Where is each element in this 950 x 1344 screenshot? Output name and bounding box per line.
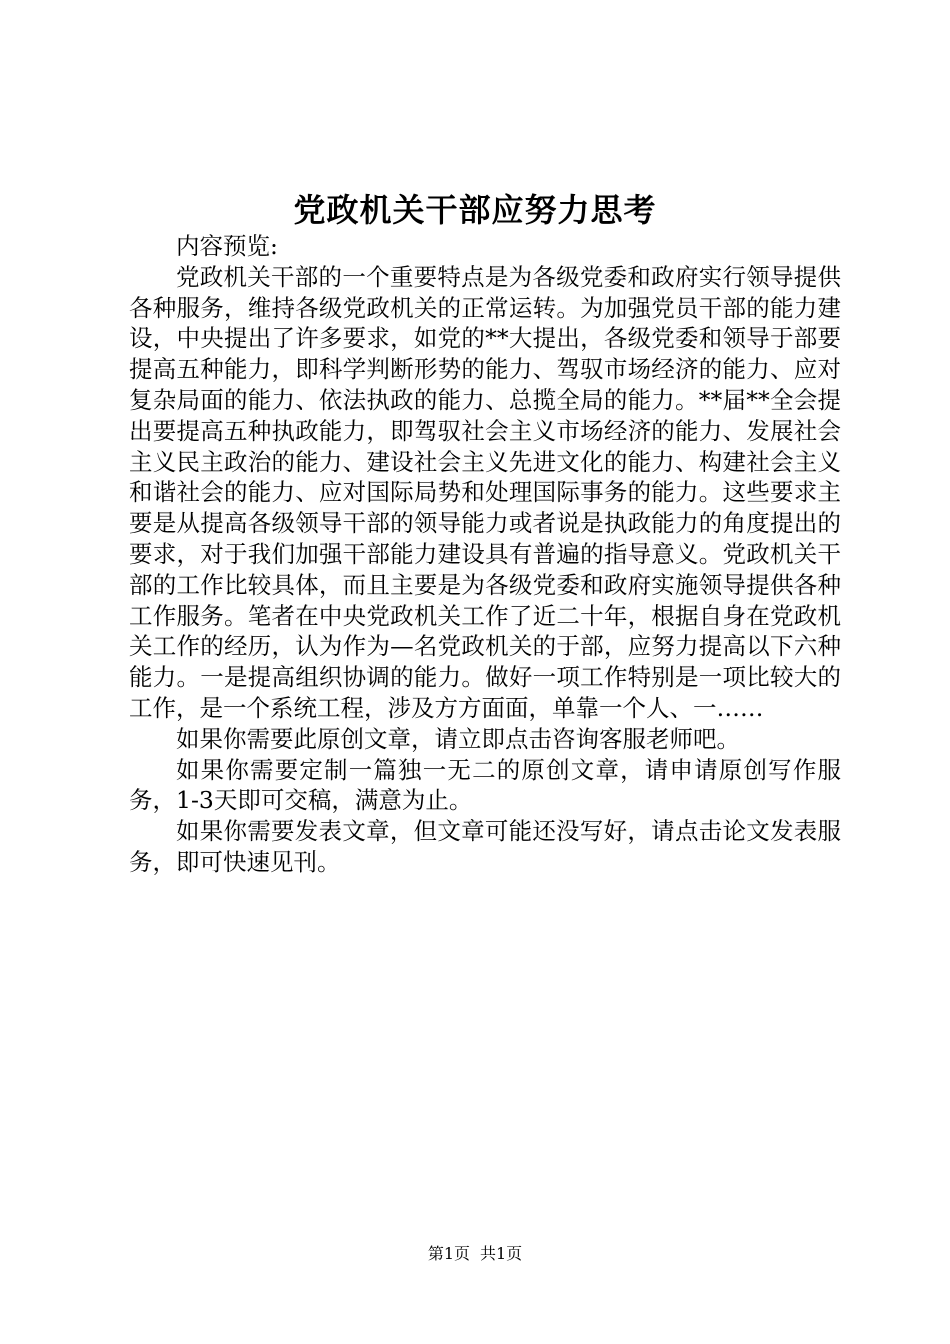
document-body	[129, 231, 841, 878]
publication-paragraph[interactable]: 如果你需要发表文章，但文章可能还没写好，请点击论文发表服务，即可快速见刊。	[129, 817, 841, 876]
consult-paragraph[interactable]: 如果你需要此原创文章，请立即点击咨询客服老师吧。	[176, 724, 740, 753]
custom-writing-paragraph[interactable]: 如果你需要定制一篇独一无二的原创文章，请申请原创写作服务，1-3天即可交稿，满意为止。	[129, 755, 841, 815]
document-title: 党政机关干部应努力思考	[293, 191, 657, 229]
page-number-total: 共1页	[480, 1244, 523, 1263]
body-paragraph-main: 党政机关干部的一个重要特点是为各级党委和政府实行领导提供各种服务，维持各级党政机关的正常运转。为加强党员干部的能力建设，中央提出了许多要求，如党的**大提出，各级党委和领导于部要提高五种能力，即科学判断形势的能力、驾驭市场经济的能力、应对复杂局面的能力、依法执政的能力、总揽全局的能力。**届**全会提出要提高五种执政能力，即驾驭社会主义市场经济的能力、发展社会主义民主政治的能力、建设社会主义先进文化的能力、构建社会主义和谐社会的能力、应对国际局势和处理国际事务的能力。这些要求主要是从提高各级领导干部的领导能力或者说是执政能力的角度提出的要求，对于我们加强干部能力建设具有普遍的指导意义。党政机关干部的工作比较具体，而且主要是为各级党委和政府实施领导提供各种工作服务。笔者在中央党政机关工作了近二十年，根据自身在党政机关工作的经历，认为作为—名党政机关的于部，应努力提高以下六种能力。一是提高组织协调的能力。做好一项工作特别是一项比较大的工作，是一个系统工程，涉及方方面面，单靠一个人、一……	[129, 262, 841, 722]
preview-label: 内容预览:	[176, 232, 278, 260]
page-number-current: 第1页	[427, 1244, 470, 1263]
page-footer	[0, 1243, 950, 1265]
